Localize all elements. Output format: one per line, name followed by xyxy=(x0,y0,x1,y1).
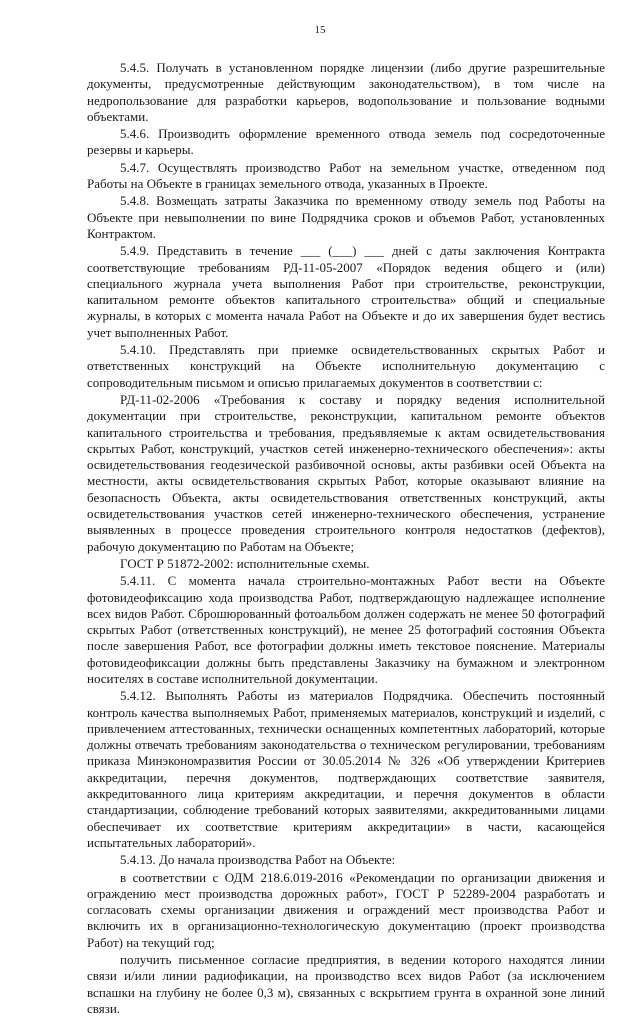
clause-5-4-13-consent-item: получить письменное согласие предприятия, в ведении которого находятся линии связи и/или линии радиофикации, на производство всех видов Работ (за исключением вспашки на глубину не более 0,3 м), связанных с вскрытием грунта в охранной зоне линий связи. xyxy=(87,952,605,1016)
clause-5-4-13: 5.4.13. До начала производства Работ на Объекте: xyxy=(120,852,396,868)
clause-5-4-13-odm-item: в соответствии с ОДМ 218.6.019-2016 «Рекомендации по организации движения и ограждению мест производства дорожных работ», ГОСТ Р 52289-2004 разработать и согласовать схемы организации движения и ограждений мест производства Работ и включить их в организационно-технологическую документацию (проект производства Работ) на текущий год; xyxy=(87,869,605,950)
clause-5-4-6: 5.4.6. Производить оформление временного отвода земель под сосредоточенные резервы и карьеры. xyxy=(87,126,605,158)
clause-5-4-8: 5.4.8. Возмещать затраты Заказчика по временному отводу земель под Работы на Объекте при невыполнении по вине Подрядчика сроков и объемов Работ, установленных Контрактом. xyxy=(87,193,605,241)
clause-5-4-11: 5.4.11. С момента начала строительно-монтажных Работ вести на Объекте фотовидеофиксацию хода производства Работ, подтверждающую надлежащее исполнение всех видов Работ. Сброшюрованный фотоальбом должен содержать не менее 50 фотографий скрытых Работ (ответственных конструкций), не менее 25 фотографий состояния Объекта после завершения Работ, все фотографии должны иметь текстовое пояснение. Материалы фотовидеофиксации должны быть представлены Заказчику на бумажном и электронном носителях в составе исполнительной документации. xyxy=(87,573,605,686)
clause-5-4-5: 5.4.5. Получать в установленном порядке лицензии (либо другие разрешительные документы, предусмотренные действующим законодательством), в том числе на недропользование для разработки карьеров, водопользование и пользование водными объектами. xyxy=(87,60,605,124)
clause-5-4-10: 5.4.10. Представлять при приемке освидетельствованных скрытых Работ и ответственных конструкций на Объекте исполнительную документацию с сопроводительным письмом и описью прилагаемых документов в соответствии с: xyxy=(87,342,605,390)
clause-5-4-7: 5.4.7. Осуществлять производство Работ на земельном участке, отведенном под Работы на Объекте в границах земельного отвода, указанных в Проекте. xyxy=(87,159,605,192)
document-body xyxy=(87,60,605,1018)
clause-5-4-10-rd-item: РД-11-02-2006 «Требования к составу и порядку ведения исполнительной документации при строительстве, реконструкции, капитальном ремонте объектов капитального строительства и требования, предъявляемые к актам освидетельствования скрытых Работ, конструкций, участков сетей инженерно-технического обеспечения»: акты освидетельствования геодезической разбивочной основы, акты разбивки осей Объекта на местности, акты освидетельствования скрытых Работ, которые оказывают влияние на безопасность Объекта, акты освидетельствования ответственных конструкций, акты освидетельствования участков сетей инженерно-технического обеспечения, устранение выявленных в процессе проведения строительного контроля недостатков (дефектов), рабочую документацию по Работам на Объекте; xyxy=(87,391,605,554)
clause-5-4-10-gost-item: ГОСТ Р 51872-2002: исполнительные схемы. xyxy=(120,555,370,571)
clause-5-4-9: 5.4.9. Представить в течение ___ (___) ___ дней с даты заключения Контракта соответствующие требованиям РД-11-05-2007 «Порядок ведения общего и (или) специального журнала учета выполнения Работ при строительстве, реконструкции, капитальном ремонте объектов капитального строительства» общий и специальные журналы, в которых с момента начала Работ на Объекте и до их завершения будет вестись учет выполненных Работ. xyxy=(87,243,605,340)
clause-5-4-12: 5.4.12. Выполнять Работы из материалов Подрядчика. Обеспечить постоянный контроль качества выполняемых Работ, применяемых материалов, конструкций и изделий, с привлечением аттестованных, технически оснащенных компетентных лабораторий, которые должны отвечать требованиям законодательства о техническом регулировании, требованиям приказа Минэкономразвития России от 30.05.2014 № 326 «Об утверждении Критериев аккредитации, перечня документов, подтверждающих соответствие заявителя, аккредитованного лица критериям аккредитации, и перечня документов в области стандартизации, соблюдение требований которых заявителями, аккредитованными лицами обеспечивает их соответствие критериям аккредитации» в части, касающейся испытательных лабораторий». xyxy=(87,688,605,850)
page-number: 15 xyxy=(314,24,326,36)
